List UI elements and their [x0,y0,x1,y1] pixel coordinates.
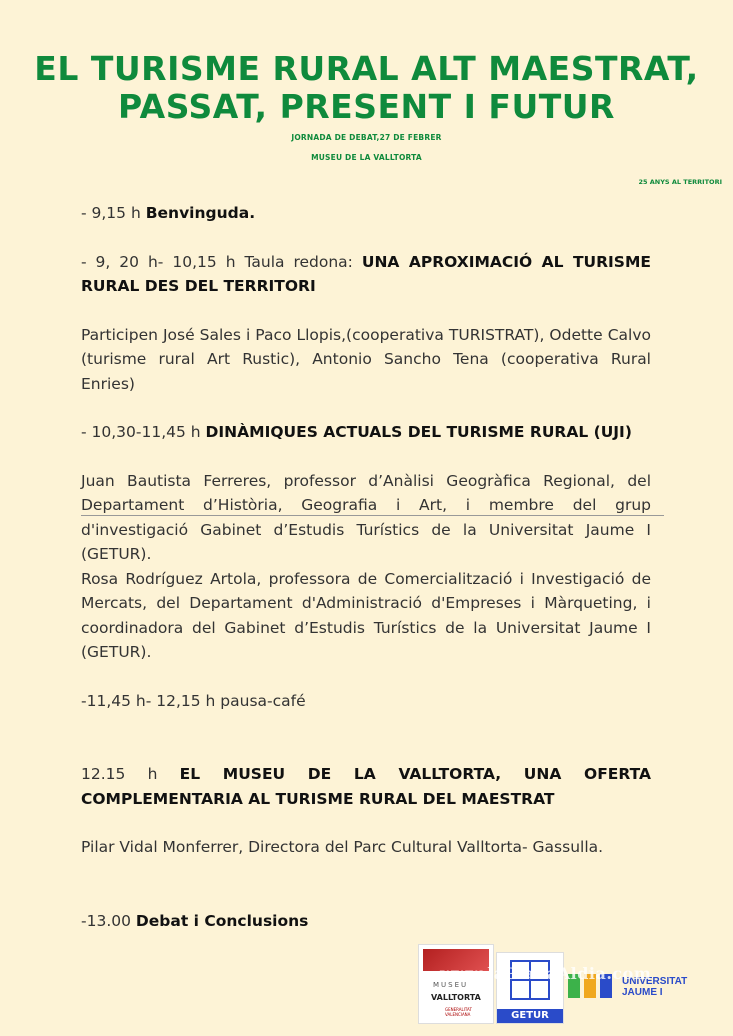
museu-label: MUSEU [433,981,469,989]
program-item-dynamics [81,420,651,445]
subtitle-date: JORNADA DE DEBAT,27 DE FEBRER [291,133,442,142]
subtitle-place: MUSEU DE LA VALLTORTA [311,153,422,162]
valltorta-label: VALLTORTA [431,993,481,1002]
item-title: UNA APROXIMACIÓ AL TURISME RURAL DES DEL TERRITORI [81,252,651,295]
title-line-2: PASSAT, PRESENT I FUTUR [118,87,615,126]
divider [81,515,664,516]
museu-valltorta-logo [418,944,494,1024]
roundtable-participants: Participen José Sales i Paco Llopis,(cooperativa TURISTRAT), Odette Calvo (turisme rural Art Rustic), Antonio Sancho Tena (cooperativa Rural Enries) [81,325,651,393]
time: 12.15 h [81,765,180,783]
speaker-1: Juan Bautista Ferreres, professor d’Anàlisi Geogràfica Regional, del Departament d’Història, Geografia i Art, i membre del grup d'investigació Gabinet d’Estudis Turístics de la Universitat Jaume I (GETUR). [81,471,651,563]
generalitat-label: GENERALITAT VALENCIANA [445,1007,472,1017]
item-title: EL MUSEU DE LA VALLTORTA, UNA OFERTA COMPLEMENTARIA AL TURISME RURAL DEL MAESTRAT [81,765,651,808]
item-title: DINÀMIQUES ACTUALS DEL TURISME RURAL (UJI) [205,423,632,441]
time: - 9, 20 h- 10,15 h Taula redona: [81,252,362,271]
title-line-1: EL TURISME RURAL ALT MAESTRAT, [34,49,699,88]
time: - 10,30-11,45 h [81,423,206,441]
program [81,201,651,933]
sponsor-logos [418,944,704,1026]
item-title: Benvinguda. [145,204,256,222]
getur-label: GETUR [497,1009,563,1023]
speaker-2: Rosa Rodríguez Artola, professora de Comercialització i Investigació de Mercats, del Departament d'Administració d'Empreses i Màrqueting, i coordinadora del Gabinet d’Estudis Turístics de la Universitat Jaume I (GETUR). [81,569,651,661]
event-title [0,50,733,126]
program-item-break: -11,45 h- 12,15 h pausa-café [81,691,306,710]
time: -13.00 [81,911,136,930]
program-item-roundtable [81,250,651,299]
item-title: Debat i Conclusions [135,911,309,930]
anniversary-label: 25 ANYS AL TERRITORI [638,178,722,186]
getur-logo [496,952,564,1024]
univ-line-1: UNIVERSITAT [622,976,688,987]
watermark: www.laPlanaAldia.com [440,964,652,983]
museum-speaker: Pilar Vidal Monferrer, Directora del Parc Cultural Valltorta- Gassulla. [81,838,604,856]
time: - 9,15 h [81,204,146,222]
program-item-welcome [81,201,651,226]
program-item-debate [81,909,651,934]
program-item-museum [81,762,651,811]
univ-line-2: JAUME I [622,987,663,998]
